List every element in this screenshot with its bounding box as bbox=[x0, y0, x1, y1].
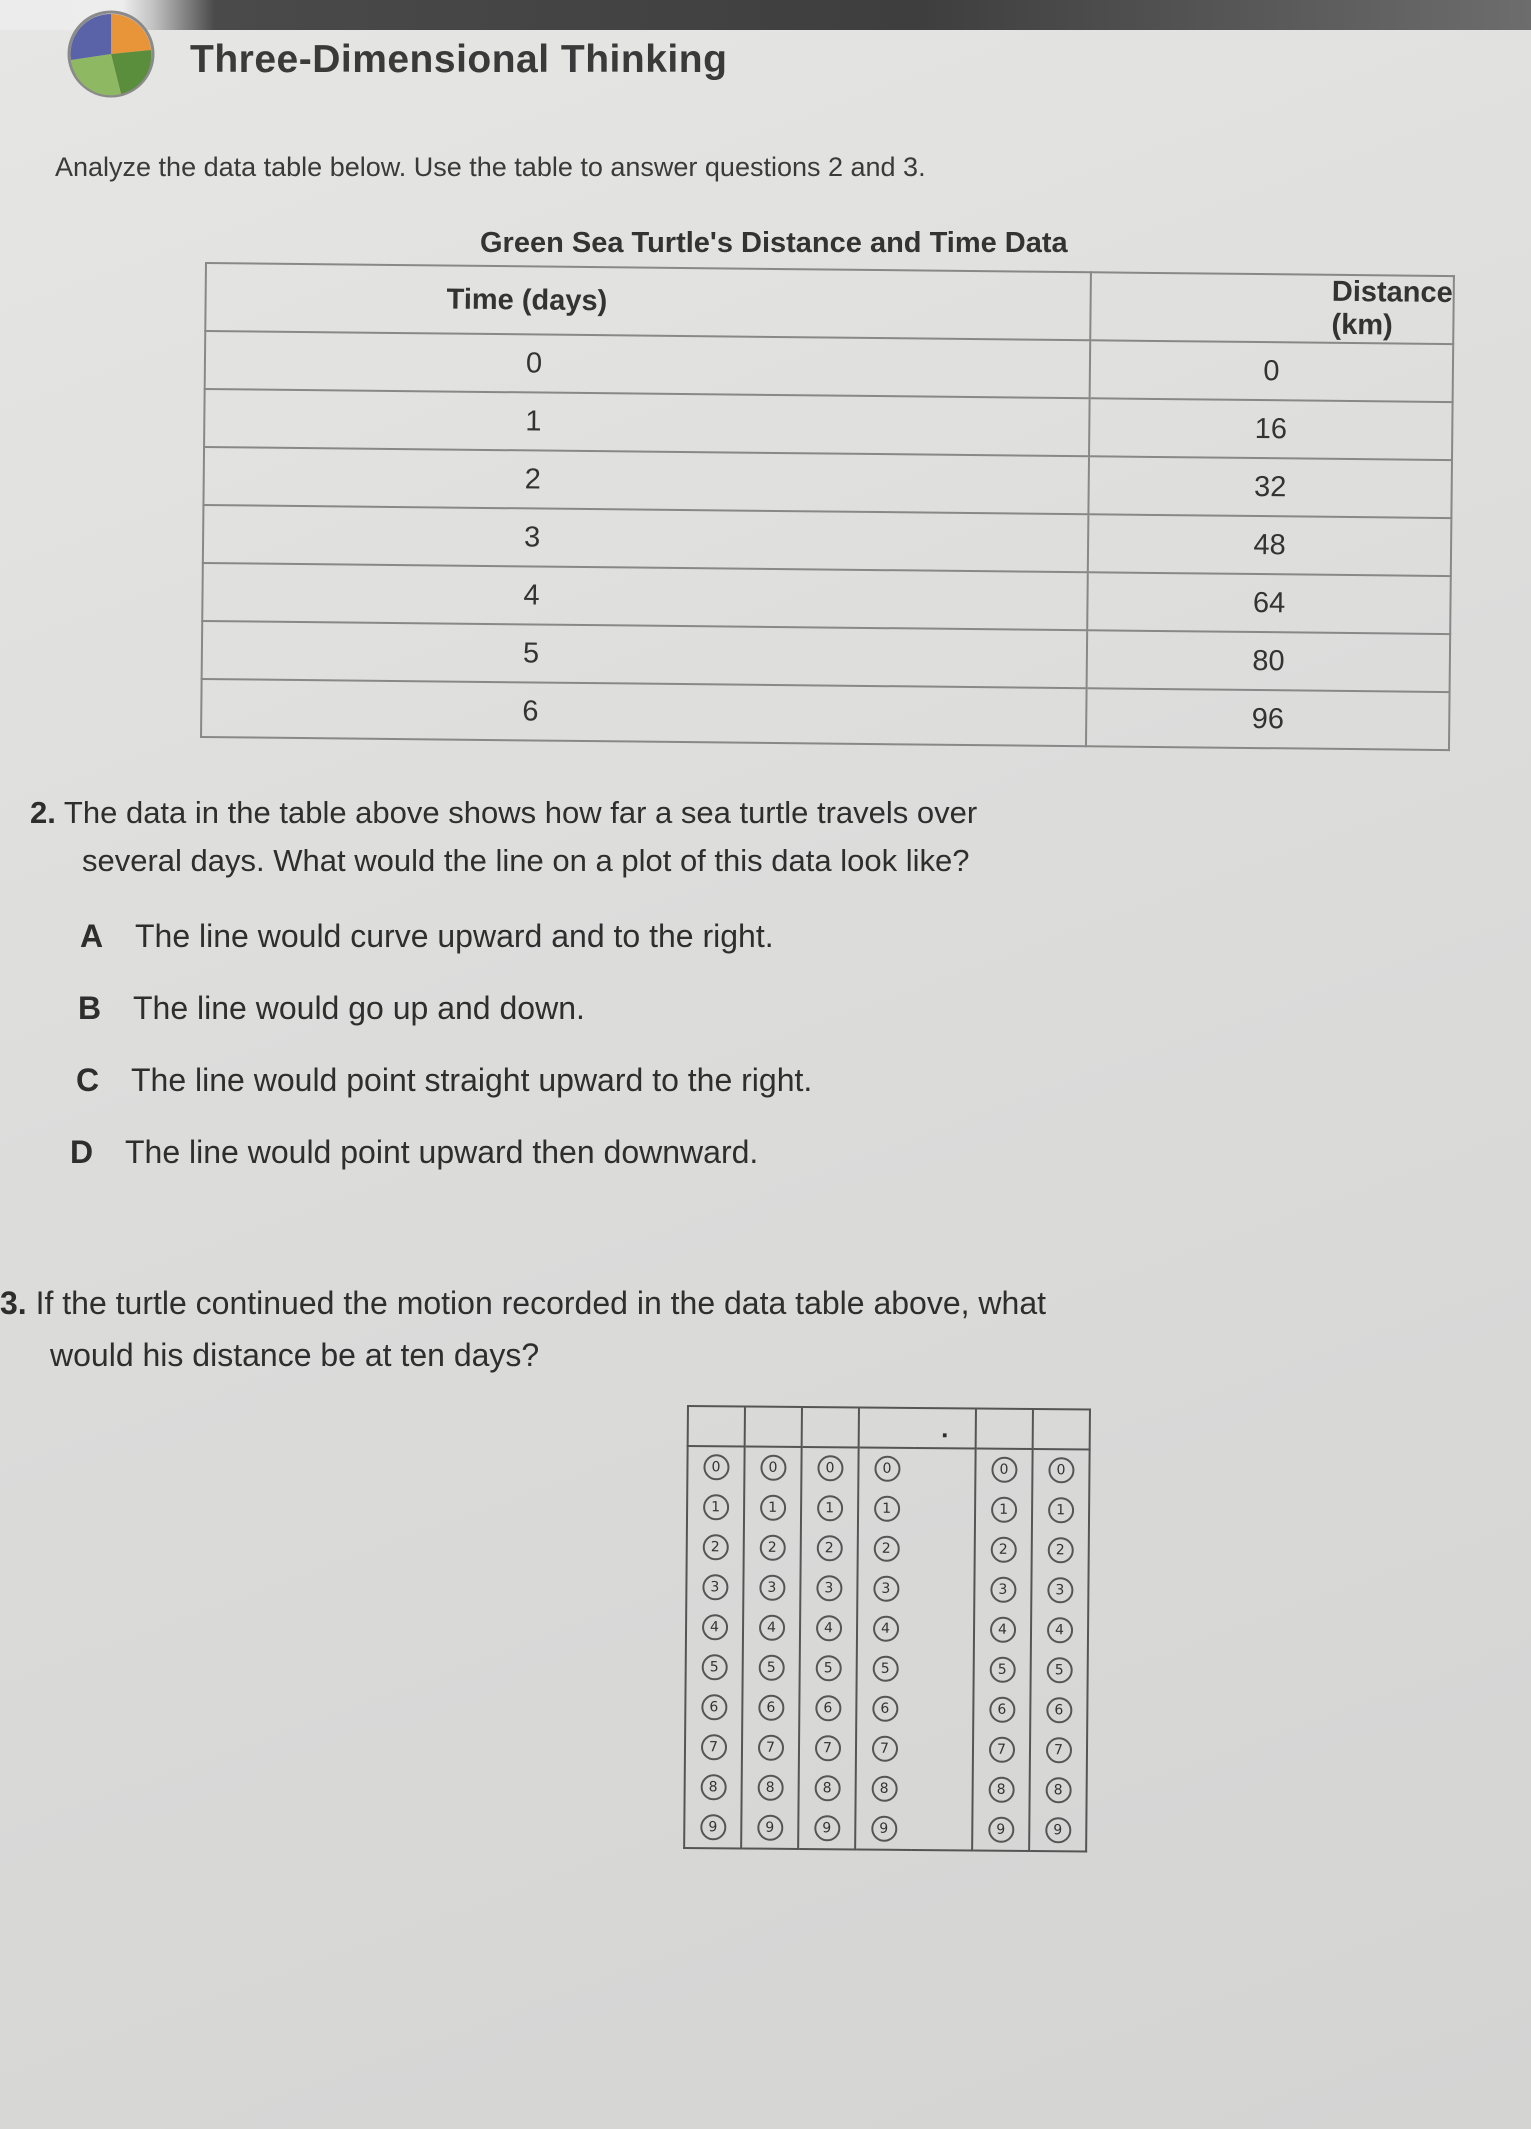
digit-bubble[interactable]: 2 bbox=[702, 1534, 728, 1560]
answer-box[interactable] bbox=[859, 1408, 915, 1448]
digit-bubble[interactable]: 0 bbox=[817, 1455, 843, 1481]
digit-bubble[interactable]: 3 bbox=[990, 1577, 1016, 1603]
digit-bubble[interactable]: 3 bbox=[816, 1575, 842, 1601]
digit-bubble[interactable]: 8 bbox=[814, 1775, 840, 1801]
distance-cell: 48 bbox=[1088, 514, 1451, 576]
gridded-response-grid bbox=[683, 1405, 1091, 1853]
time-column-header: Time (days) bbox=[205, 263, 1091, 340]
grid-cell bbox=[687, 1487, 744, 1527]
answer-box[interactable] bbox=[688, 1406, 745, 1446]
distance-cell: 32 bbox=[1089, 456, 1452, 518]
digit-bubble[interactable]: 6 bbox=[758, 1695, 784, 1721]
grid-cell bbox=[684, 1807, 741, 1848]
time-cell: 3 bbox=[203, 505, 1089, 572]
turtle-data-table bbox=[200, 262, 1455, 751]
digit-bubble[interactable]: 0 bbox=[1048, 1457, 1074, 1483]
time-cell: 0 bbox=[205, 331, 1091, 398]
grid-cell bbox=[857, 1568, 913, 1608]
decimal-point: . bbox=[915, 1408, 976, 1449]
grid-cell bbox=[1030, 1730, 1087, 1770]
top-edge-shadow bbox=[0, 0, 1531, 30]
question-3-line-1 bbox=[0, 1285, 1046, 1322]
grid-cell bbox=[975, 1530, 1032, 1570]
grid-cell bbox=[858, 1528, 914, 1568]
digit-bubble[interactable]: 4 bbox=[815, 1615, 841, 1641]
grid-cell bbox=[974, 1610, 1031, 1650]
digit-bubble[interactable]: 6 bbox=[1046, 1697, 1072, 1723]
grid-cell bbox=[798, 1768, 855, 1808]
digit-bubble[interactable]: 3 bbox=[1047, 1577, 1073, 1603]
grid-bubble-row bbox=[686, 1647, 1088, 1691]
grid-cell bbox=[1030, 1690, 1087, 1730]
grid-cell bbox=[799, 1728, 856, 1768]
grid-cell bbox=[687, 1527, 744, 1567]
grid-cell bbox=[1032, 1530, 1089, 1570]
digit-bubble[interactable]: 1 bbox=[873, 1496, 899, 1522]
digit-bubble[interactable]: 9 bbox=[1045, 1817, 1071, 1843]
grid-bubble-row bbox=[685, 1727, 1087, 1771]
digit-bubble[interactable]: 1 bbox=[816, 1495, 842, 1521]
grid-answer-row bbox=[688, 1406, 1090, 1450]
grid-cell bbox=[801, 1528, 858, 1568]
grid-decimal-column bbox=[912, 1729, 973, 1770]
digit-bubble[interactable]: 7 bbox=[1045, 1737, 1071, 1763]
digit-bubble[interactable]: 8 bbox=[757, 1775, 783, 1801]
digit-bubble[interactable]: 0 bbox=[991, 1457, 1017, 1483]
time-cell: 2 bbox=[203, 447, 1089, 514]
grid-cell bbox=[743, 1607, 800, 1647]
question-3-text-1: If the turtle continued the motion recorded in the data table above, what bbox=[35, 1285, 1047, 1321]
option-b[interactable] bbox=[78, 990, 585, 1027]
digit-bubble[interactable]: 7 bbox=[814, 1735, 840, 1761]
digit-bubble[interactable]: 7 bbox=[871, 1736, 897, 1762]
grid-cell bbox=[742, 1687, 799, 1727]
answer-box[interactable] bbox=[745, 1407, 802, 1447]
digit-bubble[interactable]: 5 bbox=[989, 1657, 1015, 1683]
digit-bubble[interactable]: 9 bbox=[988, 1817, 1014, 1843]
distance-cell: 16 bbox=[1089, 398, 1452, 460]
digit-bubble[interactable]: 5 bbox=[872, 1656, 898, 1682]
grid-cell bbox=[743, 1647, 800, 1687]
digit-bubble[interactable]: 3 bbox=[702, 1574, 728, 1600]
grid-cell bbox=[744, 1488, 801, 1528]
three-dimensional-thinking-logo-icon bbox=[55, 8, 167, 98]
grid-cell bbox=[973, 1730, 1030, 1770]
grid-bubble-row bbox=[687, 1446, 1089, 1491]
time-cell: 5 bbox=[202, 621, 1088, 688]
digit-bubble[interactable]: 1 bbox=[1047, 1497, 1073, 1523]
digit-bubble[interactable]: 6 bbox=[989, 1697, 1015, 1723]
grid-bubble-row bbox=[686, 1607, 1088, 1651]
digit-bubble[interactable]: 4 bbox=[1046, 1617, 1072, 1643]
time-cell: 4 bbox=[202, 563, 1088, 630]
grid-decimal-column bbox=[913, 1609, 974, 1650]
grid-cell bbox=[685, 1687, 742, 1727]
question-2-number: 2. bbox=[30, 795, 56, 830]
option-b-letter: B bbox=[78, 990, 102, 1026]
grid-bubble-row bbox=[686, 1567, 1088, 1611]
grid-cell bbox=[800, 1608, 857, 1648]
grid-cell bbox=[744, 1528, 801, 1568]
digit-bubble[interactable]: 3 bbox=[759, 1575, 785, 1601]
digit-bubble[interactable]: 2 bbox=[990, 1537, 1016, 1563]
grid-cell bbox=[742, 1727, 799, 1767]
question-3-number: 3. bbox=[0, 1285, 27, 1321]
grid-cell bbox=[858, 1488, 914, 1528]
grid-cell bbox=[684, 1767, 741, 1807]
digit-bubble[interactable]: 6 bbox=[872, 1696, 898, 1722]
grid-cell bbox=[975, 1449, 1032, 1490]
grid-cell bbox=[974, 1650, 1031, 1690]
digit-bubble[interactable]: 5 bbox=[815, 1655, 841, 1681]
digit-bubble[interactable]: 7 bbox=[757, 1735, 783, 1761]
grid-cell bbox=[741, 1767, 798, 1807]
answer-box[interactable] bbox=[802, 1407, 859, 1447]
option-c[interactable] bbox=[76, 1062, 812, 1099]
distance-cell: 0 bbox=[1090, 340, 1453, 402]
digit-bubble[interactable]: 1 bbox=[759, 1495, 785, 1521]
grid-bubble-row bbox=[687, 1527, 1089, 1571]
digit-bubble[interactable]: 9 bbox=[757, 1815, 783, 1841]
grid-cell bbox=[856, 1728, 912, 1768]
option-d-text: The line would point upward then downward. bbox=[125, 1134, 759, 1170]
grid-cell bbox=[798, 1808, 855, 1849]
digit-bubble[interactable]: 9 bbox=[700, 1814, 726, 1840]
grid-cell bbox=[801, 1488, 858, 1528]
digit-bubble[interactable]: 2 bbox=[1047, 1537, 1073, 1563]
grid-cell bbox=[974, 1570, 1031, 1610]
grid-cell bbox=[743, 1568, 800, 1608]
digit-bubble[interactable]: 5 bbox=[701, 1654, 727, 1680]
digit-bubble[interactable]: 1 bbox=[702, 1494, 728, 1520]
grid-decimal-column bbox=[911, 1809, 972, 1851]
grid-cell bbox=[800, 1568, 857, 1608]
digit-bubble[interactable]: 4 bbox=[758, 1615, 784, 1641]
option-d[interactable] bbox=[70, 1134, 758, 1171]
grid-cell bbox=[1029, 1810, 1086, 1851]
grid-cell bbox=[741, 1807, 798, 1848]
digit-bubble[interactable]: 8 bbox=[871, 1776, 897, 1802]
digit-bubble[interactable]: 0 bbox=[703, 1454, 729, 1480]
time-cell: 6 bbox=[201, 679, 1087, 746]
instructions-text: Analyze the data table below. Use the table to answer questions 2 and 3. bbox=[55, 152, 926, 182]
grid-cell bbox=[975, 1490, 1032, 1530]
distance-cell: 96 bbox=[1086, 688, 1449, 750]
table-header-row bbox=[205, 263, 1454, 344]
grid-decimal-column bbox=[914, 1529, 975, 1570]
digit-bubble[interactable]: 0 bbox=[874, 1456, 900, 1482]
grid-cell bbox=[801, 1447, 858, 1488]
option-c-text: The line would point straight upward to the right. bbox=[131, 1062, 813, 1098]
distance-column-header: Distance (km) bbox=[1090, 272, 1454, 344]
question-2-text-1: The data in the table above shows how far a sea turtle travels over bbox=[63, 795, 978, 830]
grid-cell bbox=[1029, 1770, 1086, 1810]
grid-bubble-row bbox=[684, 1767, 1086, 1811]
grid-cell bbox=[972, 1810, 1029, 1851]
grid-decimal-column bbox=[912, 1689, 973, 1730]
grid-cell bbox=[1032, 1449, 1089, 1490]
grid-cell bbox=[973, 1690, 1030, 1730]
digit-bubble[interactable]: 6 bbox=[815, 1695, 841, 1721]
grid-cell bbox=[855, 1768, 911, 1808]
grid-cell bbox=[687, 1446, 744, 1487]
grid-cell bbox=[800, 1648, 857, 1688]
page-title: Three-Dimensional Thinking bbox=[190, 38, 728, 81]
digit-bubble[interactable]: 2 bbox=[816, 1535, 842, 1561]
digit-bubble[interactable]: 8 bbox=[1045, 1777, 1071, 1803]
grid-cell bbox=[744, 1447, 801, 1488]
digit-bubble[interactable]: 2 bbox=[873, 1536, 899, 1562]
digit-bubble[interactable]: 7 bbox=[700, 1734, 726, 1760]
digit-bubble[interactable]: 5 bbox=[1046, 1657, 1072, 1683]
grid-cell bbox=[858, 1447, 914, 1488]
grid-cell bbox=[1031, 1570, 1088, 1610]
grid-cell bbox=[1031, 1650, 1088, 1690]
grid-decimal-column bbox=[913, 1649, 974, 1690]
option-c-letter: C bbox=[76, 1062, 100, 1098]
question-2-text-2: several days. What would the line on a plot of this data look like? bbox=[82, 843, 970, 878]
option-a[interactable] bbox=[80, 918, 774, 955]
grid-decimal-column bbox=[913, 1569, 974, 1610]
question-2-line-1 bbox=[30, 795, 977, 831]
grid-cell bbox=[855, 1808, 911, 1849]
grid-cell bbox=[686, 1607, 743, 1647]
digit-bubble[interactable]: 0 bbox=[760, 1455, 786, 1481]
digit-bubble[interactable]: 5 bbox=[758, 1655, 784, 1681]
grid-cell bbox=[686, 1567, 743, 1607]
grid-cell bbox=[857, 1608, 913, 1648]
grid-cell bbox=[972, 1770, 1029, 1810]
option-b-text: The line would go up and down. bbox=[133, 990, 585, 1026]
digit-bubble[interactable]: 8 bbox=[988, 1777, 1014, 1803]
grid-decimal-column bbox=[914, 1448, 975, 1490]
option-d-letter: D bbox=[70, 1134, 94, 1170]
digit-bubble[interactable]: 9 bbox=[871, 1816, 897, 1842]
grid-bubble-row bbox=[687, 1487, 1089, 1531]
grid-cell bbox=[685, 1727, 742, 1767]
digit-bubble[interactable]: 1 bbox=[990, 1497, 1016, 1523]
grid-cell bbox=[686, 1647, 743, 1687]
option-a-letter: A bbox=[80, 918, 104, 954]
grid-cell bbox=[1032, 1490, 1089, 1530]
distance-cell: 64 bbox=[1087, 572, 1450, 634]
grid-bubble-row bbox=[685, 1687, 1087, 1731]
digit-bubble[interactable]: 3 bbox=[873, 1576, 899, 1602]
grid-bubble-row bbox=[684, 1807, 1086, 1852]
question-3-text-2: would his distance be at ten days? bbox=[50, 1337, 540, 1373]
answer-box[interactable] bbox=[976, 1409, 1033, 1449]
grid-cell bbox=[856, 1688, 912, 1728]
grid-cell bbox=[857, 1648, 913, 1688]
grid-cell bbox=[799, 1688, 856, 1728]
digit-bubble[interactable]: 7 bbox=[988, 1737, 1014, 1763]
digit-bubble[interactable]: 4 bbox=[989, 1617, 1015, 1643]
digit-bubble[interactable]: 9 bbox=[814, 1815, 840, 1841]
distance-cell: 80 bbox=[1087, 630, 1450, 692]
answer-box[interactable] bbox=[1033, 1409, 1090, 1449]
grid-decimal-column bbox=[914, 1489, 975, 1530]
digit-bubble[interactable]: 6 bbox=[701, 1694, 727, 1720]
digit-bubble[interactable]: 2 bbox=[759, 1535, 785, 1561]
digit-bubble[interactable]: 4 bbox=[872, 1616, 898, 1642]
digit-bubble[interactable]: 4 bbox=[701, 1614, 727, 1640]
grid-cell bbox=[1031, 1610, 1088, 1650]
time-cell: 1 bbox=[204, 389, 1090, 456]
digit-bubble[interactable]: 8 bbox=[700, 1774, 726, 1800]
table-title: Green Sea Turtle's Distance and Time Data bbox=[480, 227, 1068, 259]
option-a-text: The line would curve upward and to the right. bbox=[135, 918, 774, 954]
grid-decimal-column bbox=[911, 1769, 972, 1810]
table-row bbox=[201, 679, 1450, 750]
